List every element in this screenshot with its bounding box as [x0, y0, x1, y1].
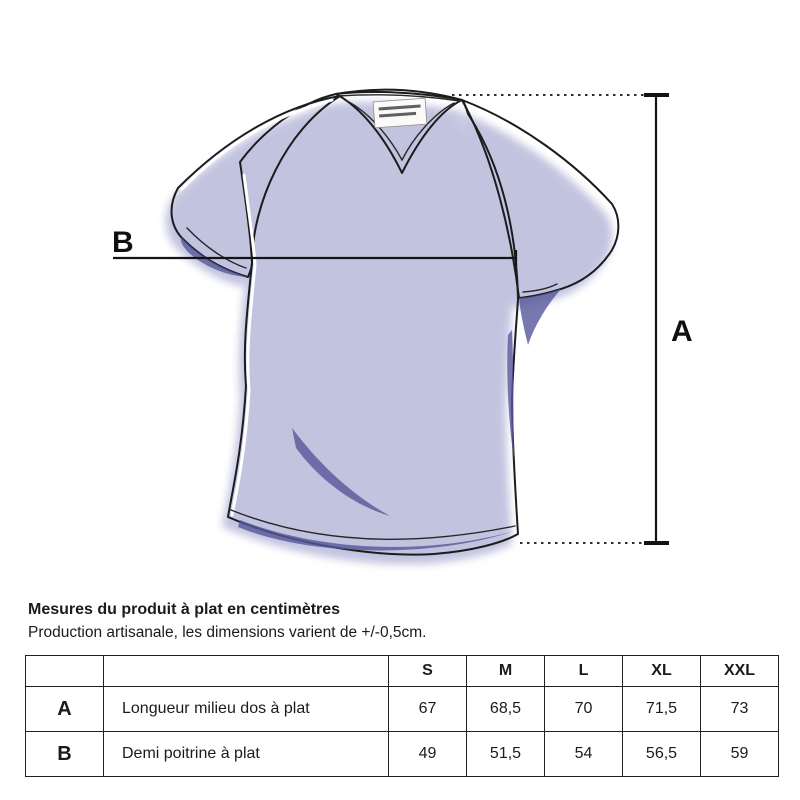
table-row-measure-a: [26, 687, 779, 732]
measure-a-label: A: [671, 315, 693, 348]
row-a-value-l: 70: [545, 687, 623, 732]
size-header-m: M: [467, 656, 545, 687]
table-row-measure-b: [26, 732, 779, 777]
row-b-value-xl: 56,5: [623, 732, 701, 777]
size-table-corner-blank: [26, 656, 104, 687]
measure-b-label: B: [112, 226, 134, 259]
row-a-value-m: 68,5: [467, 687, 545, 732]
size-header-xl: XL: [623, 656, 701, 687]
row-a-label: Longueur milieu dos à plat: [104, 687, 389, 732]
row-a-value-xl: 71,5: [623, 687, 701, 732]
size-table-desc-blank: [104, 656, 389, 687]
row-a-letter: A: [26, 687, 104, 732]
size-header-l: L: [545, 656, 623, 687]
row-a-value-s: 67: [389, 687, 467, 732]
size-header-xxl: XXL: [701, 656, 779, 687]
row-b-value-s: 49: [389, 732, 467, 777]
row-b-value-m: 51,5: [467, 732, 545, 777]
size-table-header-row: [26, 656, 779, 687]
row-a-value-xxl: 73: [701, 687, 779, 732]
row-b-label: Demi poitrine à plat: [104, 732, 389, 777]
notes-title: Mesures du produit à plat en centimètres: [28, 601, 341, 618]
size-header-s: S: [389, 656, 467, 687]
size-table: [25, 655, 779, 777]
notes-subtitle: Production artisanale, les dimensions varient de +/-0,5cm.: [28, 624, 427, 641]
care-label: [373, 98, 427, 128]
row-b-value-l: 54: [545, 732, 623, 777]
notes-block: [28, 600, 426, 643]
row-b-letter: B: [26, 732, 104, 777]
row-b-value-xxl: 59: [701, 732, 779, 777]
